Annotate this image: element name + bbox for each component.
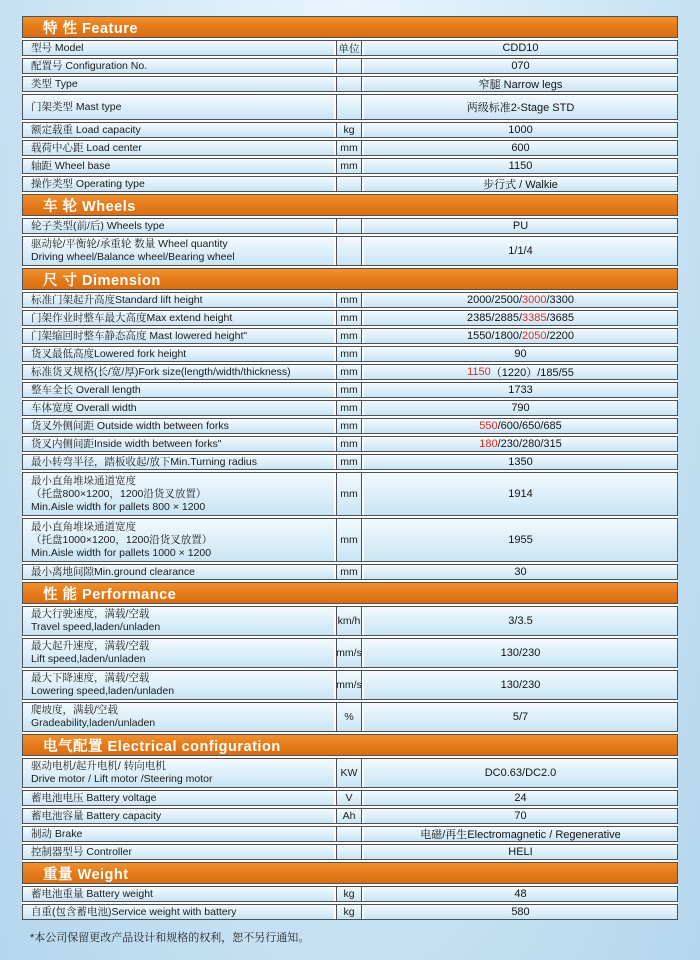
spec-label — [23, 455, 334, 469]
section-title: 车 轮 Wheels — [43, 198, 136, 215]
unit-cell: mm — [336, 565, 362, 579]
value-segment: 070 — [511, 60, 530, 72]
spec-row-electrical-2 — [22, 808, 678, 824]
spec-label — [23, 237, 334, 265]
unit-cell: mm — [336, 383, 362, 397]
value-segment: 130/230 — [500, 679, 541, 691]
section-title: 电气配置 Electrical configuration — [43, 738, 281, 755]
spec-label-line: Travel speed,laden/unladen — [31, 621, 161, 633]
unit-cell: kg — [336, 123, 362, 137]
unit-cell: mm — [336, 519, 362, 561]
spec-row-dimension-12 — [22, 564, 678, 580]
unit-cell — [336, 219, 362, 233]
value-cell — [364, 845, 677, 859]
unit-cell: kg — [336, 905, 362, 919]
spec-row-feature-3 — [22, 94, 678, 120]
section-title: 重量 Weight — [43, 866, 129, 883]
value-segment: 1733 — [508, 384, 533, 396]
spec-label-line: 额定载重 Load capacity — [31, 123, 141, 136]
spec-label-line: 控制器型号 Controller — [31, 845, 132, 858]
section-header-performance — [22, 582, 678, 604]
value-segment-highlighted: 2050 — [522, 330, 547, 342]
footnote: *本公司保留更改产品设计和规格的权利，恕不另行通知。 — [30, 932, 310, 944]
value-cell — [364, 671, 677, 699]
unit-cell: mm — [336, 141, 362, 155]
spec-label-line: 最大起升速度，满载/空载 — [31, 640, 150, 652]
spec-row-electrical-1 — [22, 790, 678, 806]
spec-label-line: 门架缩回时整车静态高度 Mast lowered height" — [31, 329, 248, 342]
spec-label-line: Lowering speed,laden/unladen — [31, 685, 175, 697]
spec-row-weight-0 — [22, 886, 678, 902]
unit-cell — [336, 59, 362, 73]
unit-cell: mm — [336, 473, 362, 515]
spec-label-line: 最大下降速度，满载/空载 — [31, 672, 150, 684]
unit-cell: mm — [336, 311, 362, 325]
spec-row-dimension-10 — [22, 472, 678, 516]
spec-label — [23, 565, 334, 579]
spec-row-wheels-1 — [22, 236, 678, 266]
value-segment: 70 — [514, 810, 527, 822]
spec-label — [23, 845, 334, 859]
section-header-electrical — [22, 734, 678, 756]
value-cell — [364, 905, 677, 919]
value-segment: CDD10 — [502, 42, 539, 54]
spec-row-performance-0 — [22, 606, 678, 636]
value-segment: 600 — [511, 142, 530, 154]
spec-label-line: 自重(包含蓄电池)Service weight with battery — [31, 905, 237, 918]
value-segment: 两级标准2-Stage STD — [466, 102, 575, 114]
value-segment: 窄腿 Narrow legs — [478, 79, 563, 91]
spec-row-performance-2 — [22, 670, 678, 700]
spec-label-line: 操作类型 Operating type — [31, 177, 145, 190]
spec-label — [23, 419, 334, 433]
value-segment-highlighted: 3385 — [522, 312, 547, 324]
value-segment: /3685 — [546, 312, 575, 324]
spec-label-line: 爬坡度，满载/空载 — [31, 704, 118, 716]
value-cell — [364, 293, 677, 307]
spec-label-line: 轴距 Wheel base — [31, 159, 111, 172]
spec-label-line: Min.Aisle width for pallets 800 × 1200 — [31, 500, 206, 513]
value-segment-highlighted: 3000 — [522, 294, 547, 306]
section-header-wheels — [22, 194, 678, 216]
section-title: 尺 寸 Dimension — [43, 272, 161, 289]
value-cell — [364, 123, 677, 137]
spec-label-line: Min.Aisle width for pallets 1000 × 1200 — [31, 546, 212, 559]
value-cell — [364, 77, 677, 91]
value-segment: 1955 — [508, 534, 533, 546]
spec-label-line: 蓄电池重量 Battery weight — [31, 887, 153, 900]
value-cell — [364, 311, 677, 325]
spec-label — [23, 905, 334, 919]
spec-label-line: 蓄电池容量 Battery capacity — [31, 809, 162, 822]
spec-label — [23, 77, 334, 91]
spec-label — [23, 437, 334, 451]
spec-label — [23, 159, 334, 173]
value-segment: 2000/2500/ — [466, 294, 523, 306]
spec-label — [23, 59, 334, 73]
unit-cell: KW — [336, 759, 362, 787]
unit-cell: mm/s — [336, 639, 362, 667]
spec-row-performance-3 — [22, 702, 678, 732]
unit-cell: kg — [336, 887, 362, 901]
value-cell — [364, 565, 677, 579]
value-segment: 步行式 / Walkie — [483, 179, 558, 191]
spec-label — [23, 123, 334, 137]
spec-row-feature-1 — [22, 58, 678, 74]
unit-cell: mm — [336, 455, 362, 469]
spec-row-dimension-1 — [22, 310, 678, 326]
value-cell — [364, 703, 677, 731]
spec-label-line: Driving wheel/Balance wheel/Bearing wheel — [31, 251, 235, 263]
section-header-dimension — [22, 268, 678, 290]
value-segment: 2385/2885/ — [466, 312, 523, 324]
unit-cell — [336, 845, 362, 859]
spec-label-line: Gradeability,laden/unladen — [31, 717, 156, 729]
spec-row-dimension-2 — [22, 328, 678, 344]
value-cell — [364, 759, 677, 787]
value-segment-highlighted: 180 — [479, 438, 498, 450]
section-title: 特 性 Feature — [43, 20, 138, 37]
unit-cell — [336, 237, 362, 265]
value-segment: /600/650/685 — [497, 420, 562, 432]
spec-row-feature-5 — [22, 140, 678, 156]
spec-label — [23, 759, 334, 787]
spec-label — [23, 827, 334, 841]
value-segment: 90 — [514, 348, 527, 360]
value-cell — [364, 437, 677, 451]
value-cell — [364, 159, 677, 173]
spec-label-line: 标准门架起升高度Standard lift height — [31, 293, 203, 306]
spec-label-line: 蓄电池电压 Battery voltage — [31, 791, 157, 804]
spec-label — [23, 219, 334, 233]
spec-label-line: 最小直角堆垛通道宽度 — [31, 474, 136, 487]
value-cell — [364, 365, 677, 379]
spec-label-line: 最小离地间隙Min.ground clearance — [31, 565, 195, 578]
spec-label-line: 制动 Brake — [31, 827, 83, 840]
spec-label-line: Lift speed,laden/unladen — [31, 653, 146, 665]
spec-label — [23, 293, 334, 307]
value-segment: HELI — [508, 846, 533, 858]
value-segment: 1/1/4 — [508, 245, 533, 257]
spec-label — [23, 473, 334, 515]
value-segment: /230/280/315 — [497, 438, 562, 450]
spec-row-feature-7 — [22, 176, 678, 192]
spec-row-electrical-0 — [22, 758, 678, 788]
unit-cell — [336, 177, 362, 191]
spec-row-dimension-4 — [22, 364, 678, 380]
spec-row-feature-0 — [22, 40, 678, 56]
spec-label-line: 货叉外侧间距 Outside width between forks — [31, 419, 229, 432]
spec-label-line: 整车全长 Overall length — [31, 383, 141, 396]
value-cell — [364, 607, 677, 635]
spec-label — [23, 671, 334, 699]
section-header-weight — [22, 862, 678, 884]
spec-label-line: 门架类型 Mast type — [31, 100, 122, 113]
unit-cell: 单位 — [336, 41, 362, 55]
value-cell — [364, 219, 677, 233]
value-cell — [364, 59, 677, 73]
spec-label-line: 配置号 Configuration No. — [31, 59, 148, 72]
value-segment: /3300 — [546, 294, 575, 306]
value-segment-highlighted: 1150 — [467, 366, 491, 378]
value-segment: 3/3.5 — [508, 615, 533, 627]
unit-cell: V — [336, 791, 362, 805]
value-cell — [364, 95, 677, 119]
value-segment: 1914 — [508, 488, 533, 500]
unit-cell: mm — [336, 159, 362, 173]
spec-row-dimension-11 — [22, 518, 678, 562]
spec-label — [23, 519, 334, 561]
spec-label-line: 标准货叉规格(长/宽/厚)Fork size(length/width/thickness) — [31, 365, 291, 378]
spec-row-feature-2 — [22, 76, 678, 92]
unit-cell: % — [336, 703, 362, 731]
spec-label-line: 货叉最低高度Lowered fork height — [31, 347, 187, 360]
spec-row-dimension-6 — [22, 400, 678, 416]
value-segment: 1350 — [508, 456, 533, 468]
value-segment: 1550/1800/ — [466, 330, 523, 342]
spec-row-dimension-0 — [22, 292, 678, 308]
spec-label-line: 驱动轮/平衡轮/承重轮 数量 Wheel quantity — [31, 238, 228, 250]
value-segment: 1150 — [508, 160, 533, 172]
spec-label-line: 最小直角堆垛通道宽度 — [31, 520, 136, 533]
spec-row-feature-4 — [22, 122, 678, 138]
unit-cell: mm — [336, 419, 362, 433]
spec-label-line: 车体宽度 Overall width — [31, 401, 137, 414]
unit-cell: km/h — [336, 607, 362, 635]
value-cell — [364, 237, 677, 265]
value-segment: 电磁/再生Electromagnetic / Regenerative — [420, 829, 621, 841]
spec-label-line: 最大行驶速度，满载/空载 — [31, 608, 150, 620]
spec-row-electrical-3 — [22, 826, 678, 842]
spec-label — [23, 791, 334, 805]
value-segment: （1220）/185/55 — [490, 367, 574, 379]
value-cell — [364, 347, 677, 361]
value-cell — [364, 639, 677, 667]
spec-label — [23, 639, 334, 667]
spec-label — [23, 41, 334, 55]
spec-label-line: 类型 Type — [31, 77, 78, 90]
unit-cell: mm — [336, 347, 362, 361]
value-segment: 48 — [514, 888, 527, 900]
value-segment: 30 — [514, 566, 527, 578]
spec-label-line: Drive motor / Lift motor /Steering motor — [31, 773, 213, 785]
value-segment: /2200 — [546, 330, 575, 342]
spec-row-dimension-7 — [22, 418, 678, 434]
spec-row-performance-1 — [22, 638, 678, 668]
section-header-feature — [22, 16, 678, 38]
unit-cell: Ah — [336, 809, 362, 823]
value-cell — [364, 809, 677, 823]
value-cell — [364, 401, 677, 415]
value-segment: DC0.63/DC2.0 — [484, 767, 557, 779]
value-cell — [364, 419, 677, 433]
spec-row-weight-1 — [22, 904, 678, 920]
value-cell — [364, 455, 677, 469]
value-segment: 790 — [511, 402, 530, 414]
value-segment: 580 — [511, 906, 530, 918]
spec-row-dimension-5 — [22, 382, 678, 398]
unit-cell: mm — [336, 293, 362, 307]
spec-label-line: 门架作业时整车最大高度Max extend height — [31, 311, 233, 324]
spec-label — [23, 887, 334, 901]
value-cell — [364, 791, 677, 805]
value-cell — [364, 41, 677, 55]
spec-row-dimension-9 — [22, 454, 678, 470]
value-cell — [364, 473, 677, 515]
unit-cell: mm — [336, 329, 362, 343]
value-segment: 130/230 — [500, 647, 541, 659]
spec-label — [23, 401, 334, 415]
spec-label — [23, 347, 334, 361]
spec-label-line: 载荷中心距 Load center — [31, 141, 142, 154]
spec-row-feature-6 — [22, 158, 678, 174]
value-cell — [364, 141, 677, 155]
unit-cell: mm/s — [336, 671, 362, 699]
spec-table — [22, 16, 678, 920]
unit-cell — [336, 827, 362, 841]
spec-label — [23, 95, 334, 119]
unit-cell — [336, 95, 362, 119]
spec-row-dimension-8 — [22, 436, 678, 452]
unit-cell — [336, 77, 362, 91]
spec-label — [23, 311, 334, 325]
spec-row-electrical-4 — [22, 844, 678, 860]
value-cell — [364, 827, 677, 841]
spec-label-line: 型号 Model — [31, 41, 84, 54]
unit-cell: mm — [336, 401, 362, 415]
spec-label — [23, 809, 334, 823]
spec-label — [23, 607, 334, 635]
spec-row-wheels-0 — [22, 218, 678, 234]
unit-cell: mm — [336, 365, 362, 379]
value-cell — [364, 887, 677, 901]
spec-label-line: 轮子类型(前/后) Wheels type — [31, 219, 165, 232]
value-cell — [364, 383, 677, 397]
value-segment-highlighted: 550 — [479, 420, 498, 432]
value-segment: PU — [512, 220, 529, 232]
spec-label — [23, 365, 334, 379]
value-segment: 1000 — [508, 124, 533, 136]
spec-label-line: 驱动电机/起升电机/ 转向电机 — [31, 760, 166, 772]
spec-label — [23, 141, 334, 155]
section-title: 性 能 Performance — [43, 586, 177, 603]
spec-label-line: 货叉内侧间距Inside width between forks" — [31, 437, 222, 450]
value-cell — [364, 519, 677, 561]
unit-cell: mm — [336, 437, 362, 451]
spec-label — [23, 329, 334, 343]
value-cell — [364, 329, 677, 343]
spec-label — [23, 703, 334, 731]
value-cell — [364, 177, 677, 191]
spec-label-line: （托盘1000×1200，1200沿货叉放置） — [31, 533, 213, 546]
spec-label-line: 最小转弯半径，踏板收起/放下Min.Turning radius — [31, 455, 257, 468]
value-segment: 5/7 — [512, 711, 529, 723]
spec-row-dimension-3 — [22, 346, 678, 362]
spec-label — [23, 383, 334, 397]
value-segment: 24 — [514, 792, 527, 804]
spec-label-line: （托盘800×1200，1200沿货叉放置） — [31, 487, 207, 500]
spec-label — [23, 177, 334, 191]
